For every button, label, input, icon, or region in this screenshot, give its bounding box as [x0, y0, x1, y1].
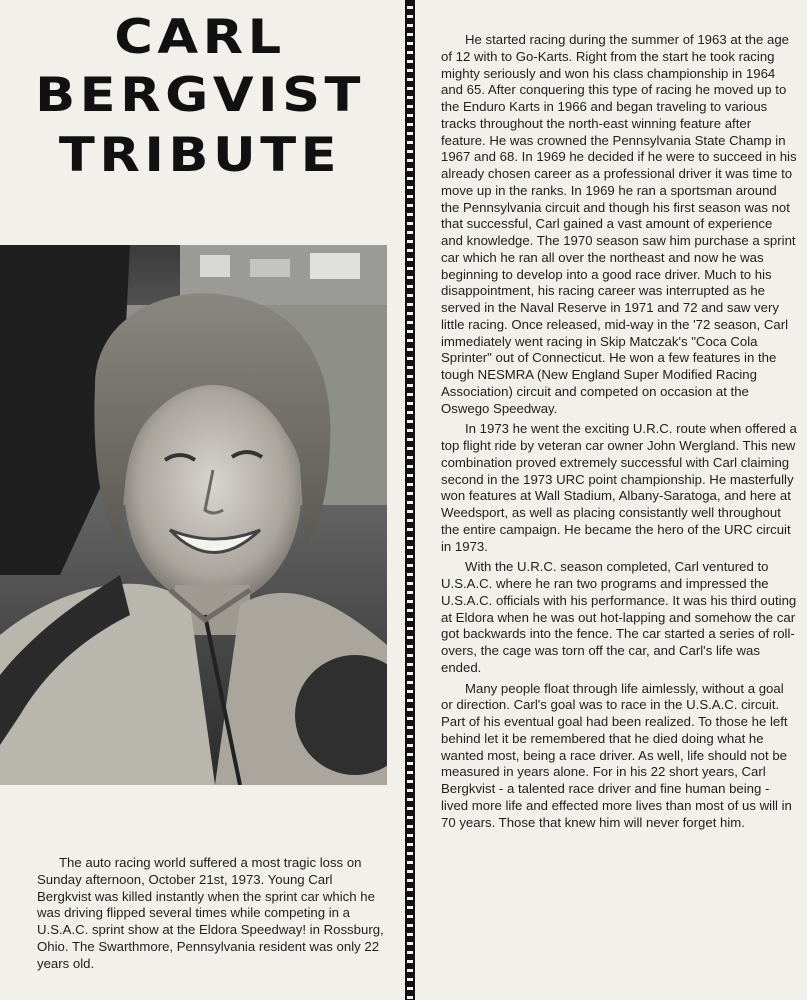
article-paragraph: He started racing during the summer of 1963 at the age of 12 with to Go-Karts. Right from the start he took racing mighty seriously and won his class championship in 1964 and 65. After conquering this type of racing he moved up to the Enduro Karts in 1966 and began traveling to various tracks throughout the north-east winning feature after feature. He was crowned the Pennsylvania State Champ in 1967 and 68. In 1969 he decided if he were to succeed in his already chosen career as a professional driver it was time to move up in the ranks. In 1969 he ran a sportsman around the Pennsylvania circuit and though his first season was not that successful, Carl gained a vast amount of experience and knowledge. The 1970 season saw him purchase a sprint car which he ran all over the northeast and now he was beginning to develop into a good race driver. Much to his disappointment, his racing career was interrupted as he served in the Naval Reserve in 1971 and 72 and saw very little racing. Once released, mid-way in the '72 season, Carl immediately went racing in Skip Matczak's "Coca Cola Sprinter" out of Connecticut. He won a few features in the tough NESMRA (New England Super Modified Racing Association) circuit and competed on occasion at the Oswego Speedway. — [441, 32, 797, 416]
caption-paragraph: The auto racing world suffered a most tragic loss on Sunday afternoon, October 21st, 1973. Young Carl Bergkvist was killed instantly when the sprint car which he was driving flipped several times while competing in a U.S.A.C. sprint show at the Eldora Speedway! in Rossburg, Ohio. The Swarthmore, Pennsylvania resident was only 22 years old. — [37, 855, 384, 971]
title-line-3: TRIBUTE — [58, 128, 342, 183]
column-divider — [405, 0, 415, 1000]
article-body — [441, 32, 797, 835]
article-paragraph: In 1973 he went the exciting U.R.C. route when offered a top flight ride by veteran car owner John Wergland. This new combination proved extremely successful with Carl claiming second in the 1973 URC point championship. He masterfully won features at Wall Stadium, Albany-Saratoga, and here at Weedsport, as well as placing consistantly well throughout the entire campaign. He became the hero of the URC circuit in 1973. — [441, 421, 797, 554]
driver-photo — [0, 245, 387, 785]
title-line-1: CARL — [114, 10, 286, 65]
article-paragraph: With the U.R.C. season completed, Carl ventured to U.S.A.C. where he ran two programs and impressed the U.S.A.C. officials with his performance. It was his third outing at Eldora when he was out hot-lapping and somehow the car got backwards into the fence. The car started a series of roll-overs, the cage was torn off the car, and Carl's life was ended. — [441, 559, 797, 675]
article-paragraph: Many people float through life aimlessly, without a goal or direction. Carl's goal was to race in the U.S.A.C. circuit. Part of his eventual goal had been realized. To those he left behind let it be remembered that he died doing what he wanted most, being a race driver. As well, life should not be measured in years alone. For in his 22 short years, Carl Bergkvist - a talented race driver and fine human being - lived more life and effected more lives than most of us will in 70 years. Those that knew him will never forget him. — [441, 680, 792, 830]
title-line-2: BERGVIST — [35, 68, 365, 123]
photo-caption — [37, 855, 387, 973]
